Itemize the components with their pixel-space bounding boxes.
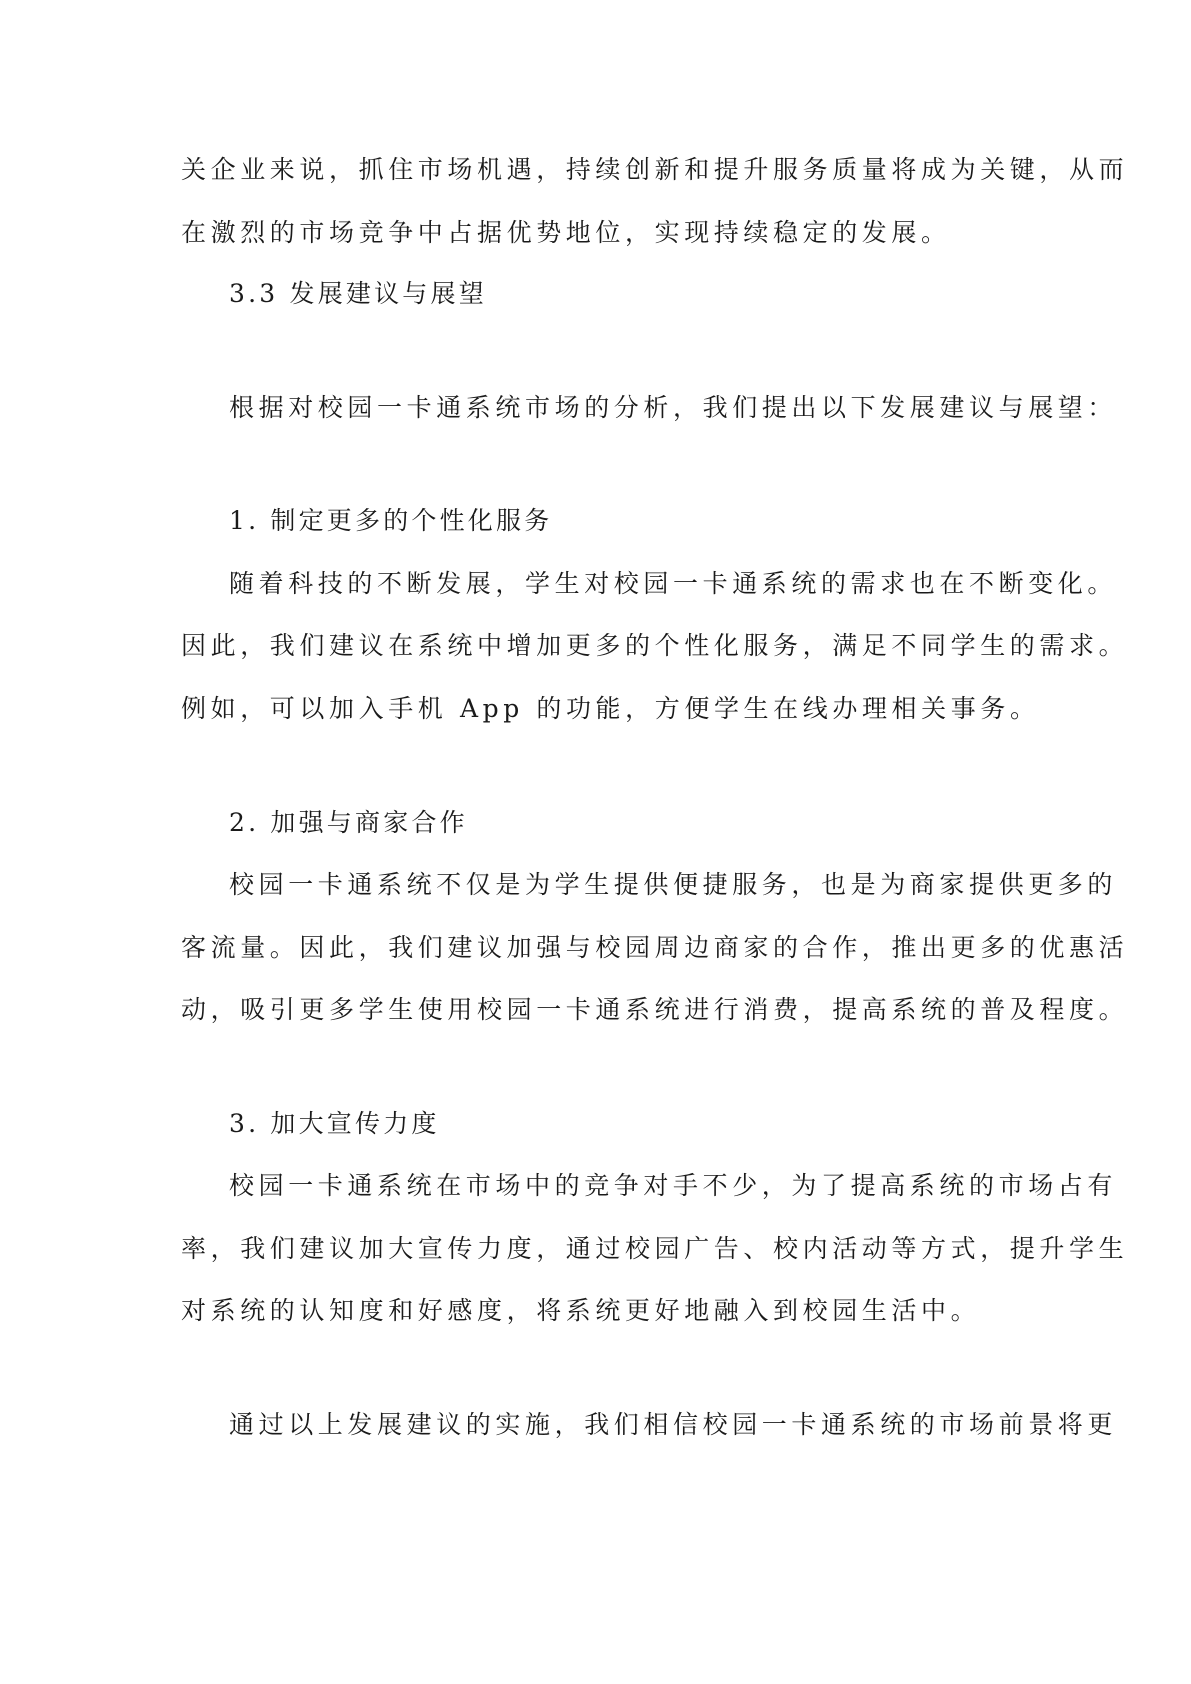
paragraph-line: 对系统的认知度和好感度，将系统更好地融入到校园生活中。: [181, 1296, 981, 1325]
paragraph-line: 率，我们建议加大宣传力度，通过校园广告、校内活动等方式，提升学生: [181, 1234, 1129, 1263]
paragraph-line: 在激烈的市场竞争中占据优势地位，实现持续稳定的发展。: [181, 218, 951, 247]
list-item-heading: 3. 加大宣传力度: [229, 1109, 440, 1138]
paragraph-line: 动，吸引更多学生使用校园一卡通系统进行消费，提高系统的普及程度。: [181, 995, 1129, 1024]
list-item-heading: 2. 加强与商家合作: [229, 808, 468, 837]
paragraph-line: 根据对校园一卡通系统市场的分析，我们提出以下发展建议与展望：: [229, 393, 1118, 422]
paragraph-line: 校园一卡通系统在市场中的竞争对手不少，为了提高系统的市场占有: [229, 1171, 1118, 1200]
paragraph-line: 关企业来说，抓住市场机遇，持续创新和提升服务质量将成为关键，从而: [181, 155, 1129, 184]
paragraph-line: 随着科技的不断发展，学生对校园一卡通系统的需求也在不断变化。: [229, 569, 1118, 598]
paragraph-line: 例如，可以加入手机 App 的功能，方便学生在线办理相关事务。: [181, 694, 1040, 723]
paragraph-line: 客流量。因此，我们建议加强与校园周边商家的合作，推出更多的优惠活: [181, 933, 1129, 962]
paragraph-line: 通过以上发展建议的实施，我们相信校园一卡通系统的市场前景将更: [229, 1410, 1118, 1439]
section-heading: 3.3 发展建议与展望: [229, 279, 487, 308]
paragraph-line: 因此，我们建议在系统中增加更多的个性化服务，满足不同学生的需求。: [181, 631, 1129, 660]
list-item-heading: 1. 制定更多的个性化服务: [229, 506, 553, 535]
paragraph-line: 校园一卡通系统不仅是为学生提供便捷服务，也是为商家提供更多的: [229, 870, 1118, 899]
